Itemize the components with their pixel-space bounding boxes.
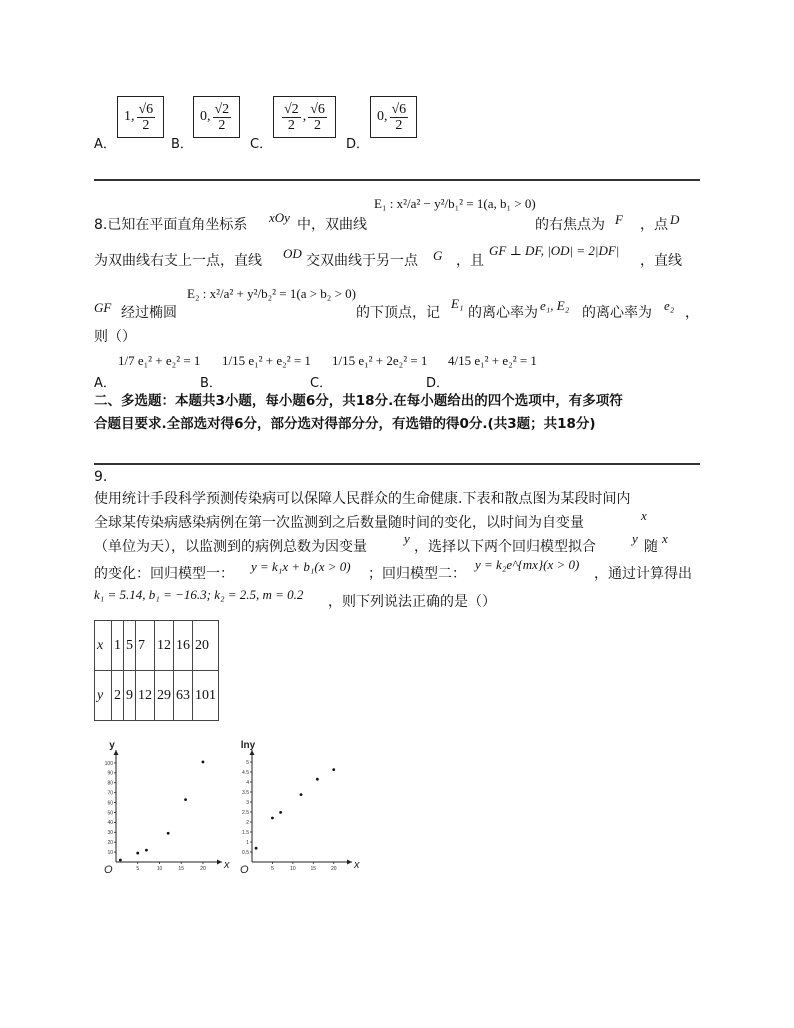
data-point: [184, 798, 187, 801]
data-point: [119, 859, 122, 862]
table-cell: 5: [124, 621, 136, 671]
table-cell: 63: [174, 671, 193, 721]
data-point: [332, 768, 335, 771]
q8-line1-b: 中，双曲线: [297, 217, 367, 233]
q9-model1: y = k₁x + b₁(x > 0): [251, 559, 351, 574]
table-cell: 7: [136, 621, 155, 671]
table-row: [95, 621, 219, 671]
table-cell: 12: [155, 621, 174, 671]
q8-line3-GF: GF: [94, 300, 112, 315]
section2-heading-line2: 合题目要求.全部选对得6分，部分选对得部分分，有选错的得0分.(共3题；共18分): [94, 416, 596, 432]
x-tick-label: 5: [271, 866, 274, 872]
option-b-interval: 0 , $\frac{√2}{2}$: [193, 96, 240, 138]
q8-line2-d: ，直线: [640, 253, 682, 269]
y-tick-label: 0.5: [242, 849, 249, 856]
divider-1: [94, 179, 700, 181]
q8-option-a-expr: 1/7 e₁² + e₂² = 1: [118, 353, 201, 368]
q9-line2-x: x: [641, 508, 647, 523]
origin-label: O: [104, 864, 113, 876]
q8-line1-d: ，点: [640, 217, 668, 233]
option-d-num: √6: [391, 101, 407, 117]
q9-line4-b: ；回归模型二：: [368, 566, 466, 582]
table-cell: 20: [193, 621, 219, 671]
x-tick-label: 10: [290, 866, 296, 872]
option-c-den2: 2: [314, 117, 322, 133]
option-d-letter: D．: [346, 137, 370, 152]
q9-params: k₁ = 5.14, b₁ = −16.3; k₂ = 2.5, m = 0.2: [94, 587, 304, 602]
q8-option-b-letter: B．: [200, 376, 222, 391]
q8-line1-F: F: [615, 212, 623, 227]
y-tick-label: 3.5: [242, 789, 249, 796]
q8-line2-a: 为双曲线右支上一点，直线: [94, 253, 262, 269]
y-axis-label: y: [109, 740, 115, 751]
q9-line2: 全球某传染病感染病例在第一次监测到之后数量随时间的变化，以时间为自变量: [94, 515, 584, 531]
x-tick-label: 15: [310, 866, 317, 872]
y-tick-label: 90: [107, 770, 113, 777]
y-tick-label: 60: [107, 800, 113, 807]
q9-line3-b: ，选择以下两个回归模型拟合: [414, 539, 596, 555]
option-d-lower: 0: [377, 109, 384, 124]
data-point: [255, 847, 258, 850]
table-cell: 29: [155, 671, 174, 721]
q9-line3-y2: y: [632, 531, 638, 546]
x-axis-label: x: [224, 859, 230, 871]
table-cell: 1: [112, 621, 124, 671]
q8-line2-c: ，且: [456, 253, 484, 269]
data-point: [316, 778, 319, 781]
x-tick-label: 15: [178, 866, 184, 872]
section2-heading-line1: 二、多选题：本题共3小题，每小题6分，共18分.在每小题给出的四个选项中，有多项符: [94, 393, 623, 409]
table-cell: x: [95, 621, 112, 671]
data-point: [145, 849, 148, 852]
y-tick-label: 40: [107, 820, 113, 827]
q9-line3-c: 随: [644, 539, 658, 555]
q8-line3-d: 的离心率为: [582, 305, 652, 321]
q8-line4: 则（）: [94, 329, 136, 345]
q8-line1-D: D: [670, 212, 680, 227]
q9-line4-c: ，通过计算得出: [594, 566, 692, 582]
option-d-fraction: [390, 102, 409, 133]
table-cell: 101: [193, 671, 219, 721]
y-tick-label: 3: [246, 799, 249, 806]
option-c-den1: 2: [287, 117, 295, 133]
q8-line3-c: 的离心率为: [468, 305, 538, 321]
option-a-letter: A．: [94, 137, 116, 152]
divider-2: [94, 463, 700, 465]
data-point: [271, 817, 274, 820]
y-tick-label: 2.5: [242, 809, 249, 816]
option-c-letter: C．: [250, 137, 273, 152]
x-tick-label: 5: [136, 866, 140, 872]
q8-option-d-letter: D．: [426, 376, 450, 391]
q8-line2-b: 交双曲线于另一点: [306, 253, 418, 269]
y-axis-label: lny: [240, 740, 256, 751]
q9-model2: y = k₂e^{mx}(x > 0): [475, 557, 580, 572]
scatter-plot-y-vs-x: [96, 742, 231, 878]
q8-line3-b: 的下顶点，记: [356, 305, 440, 321]
option-a-num: √6: [138, 101, 154, 117]
table-cell: 2: [112, 671, 124, 721]
q8-ellipse-eq: E₂ : x²/a² + y²/b₂² = 1(a > b₂ > 0): [187, 286, 356, 301]
option-c-num2: √6: [310, 101, 325, 117]
q8-option-b-expr: 1/15 e₁² + e₂² = 1: [222, 353, 311, 368]
y-tick-label: 100: [104, 760, 113, 767]
q9-line3-x: x: [662, 531, 668, 546]
y-tick-label: 1: [246, 839, 249, 846]
q9-line3-y: y: [404, 531, 410, 546]
y-tick-label: 1.5: [242, 829, 249, 836]
q8-option-d-expr: 4/15 e₁² + e₂² = 1: [448, 353, 537, 368]
q8-line1-xoy: xOy: [269, 210, 290, 225]
q8-option-a-letter: A．: [94, 376, 116, 391]
table-row: [95, 671, 219, 721]
q9-line3-a: （单位为天），以监测到的病例总数为因变量: [94, 539, 367, 555]
x-tick-label: 20: [330, 866, 337, 872]
y-tick-label: 30: [107, 830, 113, 837]
y-tick-label: 4.5: [242, 769, 249, 776]
x-axis-arrow: [217, 860, 222, 865]
y-tick-label: 50: [107, 810, 113, 817]
q8-hyperbola-eq: E₁ : x²/a² − y²/b₁² = 1(a, b₁ > 0): [374, 196, 536, 211]
option-a-interval: 1 , $\frac{√6}{2}$: [117, 96, 164, 138]
option-d-interval: 0 , $\frac{√6}{2}$: [370, 96, 417, 138]
q8-line1-c: 的右焦点为: [535, 217, 605, 233]
data-point: [279, 811, 282, 814]
data-point: [202, 761, 205, 764]
q9-line1: 使用统计手段科学预测传染病可以保障人民群众的生命健康.下表和散点图为某段时间内: [94, 491, 631, 507]
q9-number: 9.: [94, 469, 108, 485]
q8-line2-OD: OD: [283, 246, 302, 261]
option-b-lower: 0: [200, 109, 207, 124]
origin-label: O: [240, 864, 249, 876]
y-tick-label: 20: [107, 839, 113, 846]
option-c-fraction-2: [308, 102, 327, 133]
option-a-lower: 1: [124, 109, 131, 124]
data-point: [136, 852, 139, 855]
q8-line3-e: ，: [685, 305, 699, 321]
option-d-den: 2: [395, 117, 403, 133]
option-a-den: 2: [142, 117, 150, 133]
q8-line1-a: 8.已知在平面直角坐标系: [94, 217, 248, 233]
q8-line3-a: 经过椭圆: [121, 305, 177, 321]
data-point: [300, 793, 303, 796]
q8-line3-e1E2: e₁, E₂: [540, 298, 570, 313]
q9-data-table: [94, 620, 219, 721]
option-c-interval: $\frac{√2}{2}$ , $\frac{√6}{2}$: [273, 96, 336, 138]
x-tick-label: 10: [156, 866, 163, 872]
x-tick-label: 20: [200, 866, 206, 872]
option-b-letter: B．: [171, 137, 193, 152]
option-a-fraction: [137, 102, 156, 133]
x-axis-arrow: [347, 860, 352, 865]
q8-option-c-expr: 1/15 e₁² + 2e₂² = 1: [332, 353, 428, 368]
scatter-plot-lny-vs-x: [228, 742, 358, 878]
option-c-num1: √2: [284, 101, 299, 117]
q8-line3-E1: E₁: [451, 296, 464, 311]
table-cell: 9: [124, 671, 136, 721]
data-point: [167, 832, 170, 835]
x-axis-label: x: [354, 859, 360, 871]
y-tick-label: 80: [107, 780, 113, 787]
q9-line5-b: ，则下列说法正确的是（）: [328, 594, 496, 610]
y-tick-label: 2: [246, 819, 249, 826]
table-cell: 12: [136, 671, 155, 721]
q9-line4-a: 的变化：回归模型一：: [94, 566, 234, 582]
table-cell: y: [95, 671, 112, 721]
q8-option-c-letter: C．: [310, 376, 333, 391]
option-b-fraction: [213, 102, 232, 133]
y-tick-label: 70: [107, 790, 113, 797]
option-b-num: √2: [214, 101, 230, 117]
y-tick-label: 4: [246, 779, 249, 786]
option-c-fraction-1: [282, 102, 301, 133]
table-cell: 16: [174, 621, 193, 671]
q8-line2-condition: GF ⊥ DF, |OD| = 2|DF|: [489, 243, 620, 258]
q8-line2-G: G: [433, 248, 443, 263]
y-tick-label: 5: [246, 759, 249, 766]
y-tick-label: 10: [107, 849, 113, 856]
option-b-den: 2: [218, 117, 226, 133]
q8-line3-e2: e₂: [664, 298, 675, 313]
